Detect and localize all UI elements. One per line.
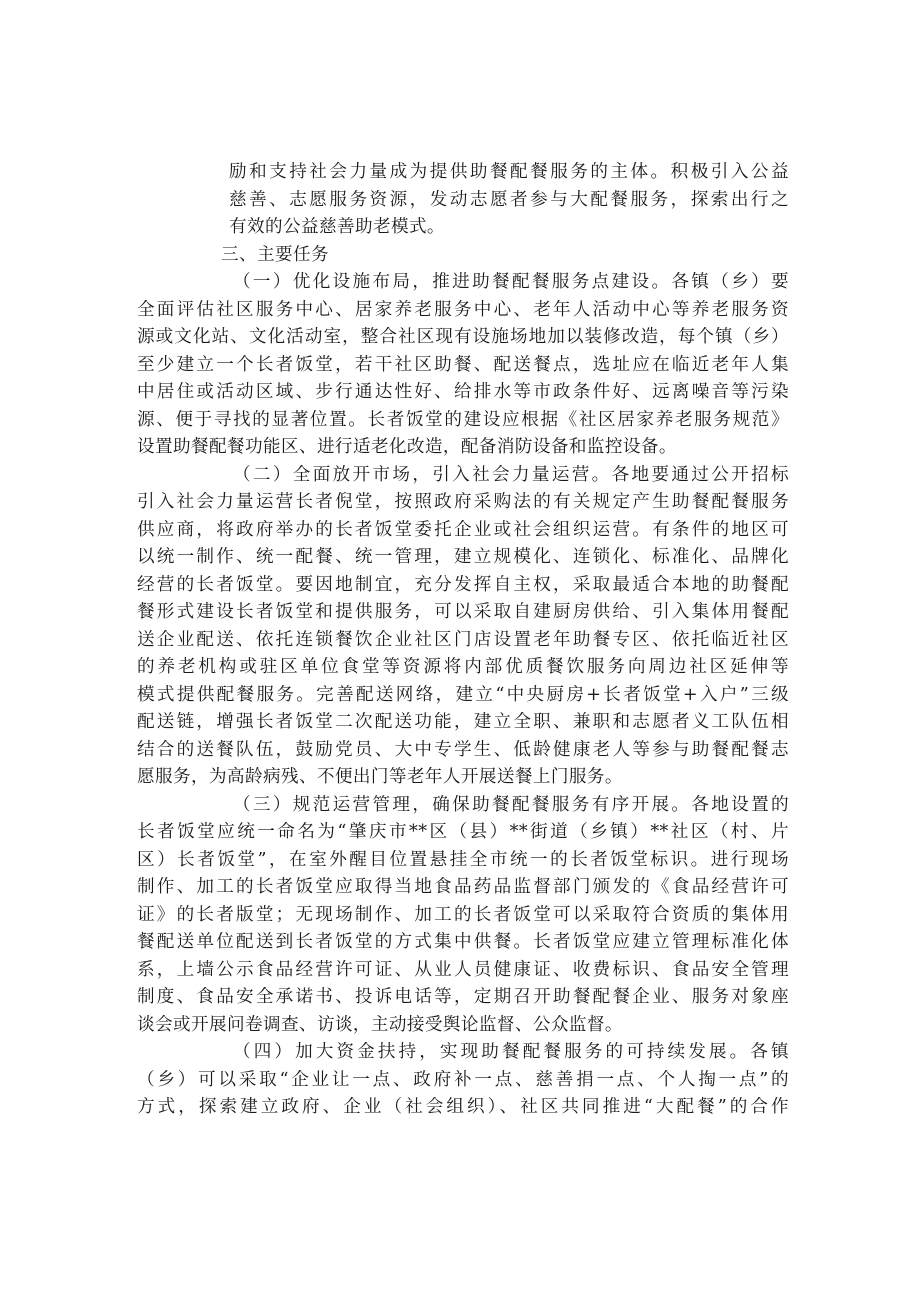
text-line: 制度、食品安全承诺书、投诉电话等，定期召开助餐配餐企业、服务对象座 [137, 987, 789, 1007]
text-line: 慈善、志愿服务资源，发动志愿者参与大配餐服务，探索出行之 [229, 189, 789, 210]
text-line: 至少建立一个长者饭堂，若干社区助餐、配送餐点，选址应在临近老年人集 [137, 354, 789, 375]
section-heading-text: 三、主要任务 [221, 244, 329, 265]
text-line: 有效的公益慈善助老模式。 [229, 217, 445, 237]
text-line: 谈会或开展问卷调查、访谈，主动接受舆论监督、公众监督。 [137, 1014, 623, 1035]
paragraph-intro-tail [137, 159, 789, 242]
text-line: 设置助餐配餐功能区、进行适老化改造，配备消防设备和监控设备。 [137, 437, 677, 457]
text-line: 以统一制作、统一配餐、统一管理，建立规模化、连锁化、标准化、品牌化 [137, 547, 789, 567]
document-body [137, 159, 789, 1122]
text-line: 结合的送餐队伍，鼓励党员、大中专学生、低龄健康老人等参与助餐配餐志 [137, 739, 789, 760]
text-line: 的养老机构或驻区单位食堂等资源将内部优质餐饮服务向周边社区延伸等 [137, 657, 789, 677]
text-line: 经营的长者饭堂。要因地制宜，充分发挥自主权，采取最适合本地的助餐配 [137, 574, 789, 595]
text-line: 证》的长者版堂；无现场制作、加工的长者饭堂可以采取符合资质的集体用 [137, 904, 789, 925]
paragraph-task-1 [137, 269, 789, 462]
paragraph-task-4 [137, 1039, 789, 1122]
text-line: （二）全面放开市场，引入社会力量运营。各地要通过公开招标 [233, 464, 789, 485]
paragraph-task-2 [137, 462, 789, 792]
text-line: 供应商，将政府举办的长者饭堂委托企业或社会组织运营。有条件的地区可 [137, 519, 789, 540]
text-line: 餐形式建设长者饭堂和提供服务，可以采取自建厨房供给、引入集体用餐配 [137, 602, 789, 622]
text-line: 方式，探索建立政府、企业（社会组织）、社区共同推进“大配餐”的合作 [137, 1097, 789, 1117]
text-line: 中居住或活动区域、步行通达性好、给排水等市政条件好、远离噪音等污染 [137, 382, 789, 402]
text-line: 源、便于寻找的显著位置。长者饭堂的建设应根据《社区居家养老服务规范》 [137, 409, 789, 430]
text-line: 长者饭堂应统一命名为“肇庆市**区（县）**街道（乡镇）**社区（村、片 [137, 822, 789, 842]
text-line: 引入社会力量运营长者倪堂，按照政府采购法的有关规定产生助餐配餐服务 [137, 492, 789, 512]
text-line: （乡）可以采取“企业让一点、政府补一点、慈善捐一点、个人掏一点”的 [137, 1069, 789, 1090]
text-line: （一）优化设施布局，推进助餐配餐服务点建设。各镇（乡）要 [233, 272, 789, 292]
text-line: （四）加大资金扶持，实现助餐配餐服务的可持续发展。各镇 [233, 1042, 789, 1062]
text-line: 愿服务，为高龄病残、不便出门等老年人开展送餐上门服务。 [137, 767, 623, 787]
paragraph-task-3 [137, 792, 789, 1040]
text-line: 模式提供配餐服务。完善配送网络，建立“中央厨房+长者饭堂+入户”三级 [137, 684, 789, 705]
text-line: 送企业配送、依托连锁餐饮企业社区门店设置老年助餐专区、依托临近社区 [137, 629, 789, 650]
text-line: （三）规范运营管理，确保助餐配餐服务有序开展。各地设置的 [233, 794, 789, 815]
text-line: 制作、加工的长者饭堂应取得当地食品药品监督部门颁发的《食品经营许可 [137, 877, 789, 897]
text-line: 配送链，增强长者饭堂二次配送功能，建立全职、兼职和志愿者义工队伍相 [137, 712, 789, 732]
text-line: 餐配送单位配送到长者饭堂的方式集中供餐。长者饭堂应建立管理标准化体 [137, 932, 789, 952]
text-line: 源或文化站、文化活动室，整合社区现有设施场地加以装修改造，每个镇（乡） [137, 327, 789, 347]
text-line: 系，上墙公示食品经营许可证、从业人员健康证、收费标识、食品安全管理 [137, 959, 789, 980]
text-line: 励和支持社会力量成为提供助餐配餐服务的主体。积极引入公益 [229, 162, 789, 182]
section-heading [137, 242, 789, 270]
text-line: 全面评估社区服务中心、居家养老服务中心、老年人活动中心等养老服务资 [137, 299, 789, 320]
text-line: 区）长者饭堂”，在室外醒目位置悬挂全市统一的长者饭堂标识。进行现场 [137, 849, 789, 870]
